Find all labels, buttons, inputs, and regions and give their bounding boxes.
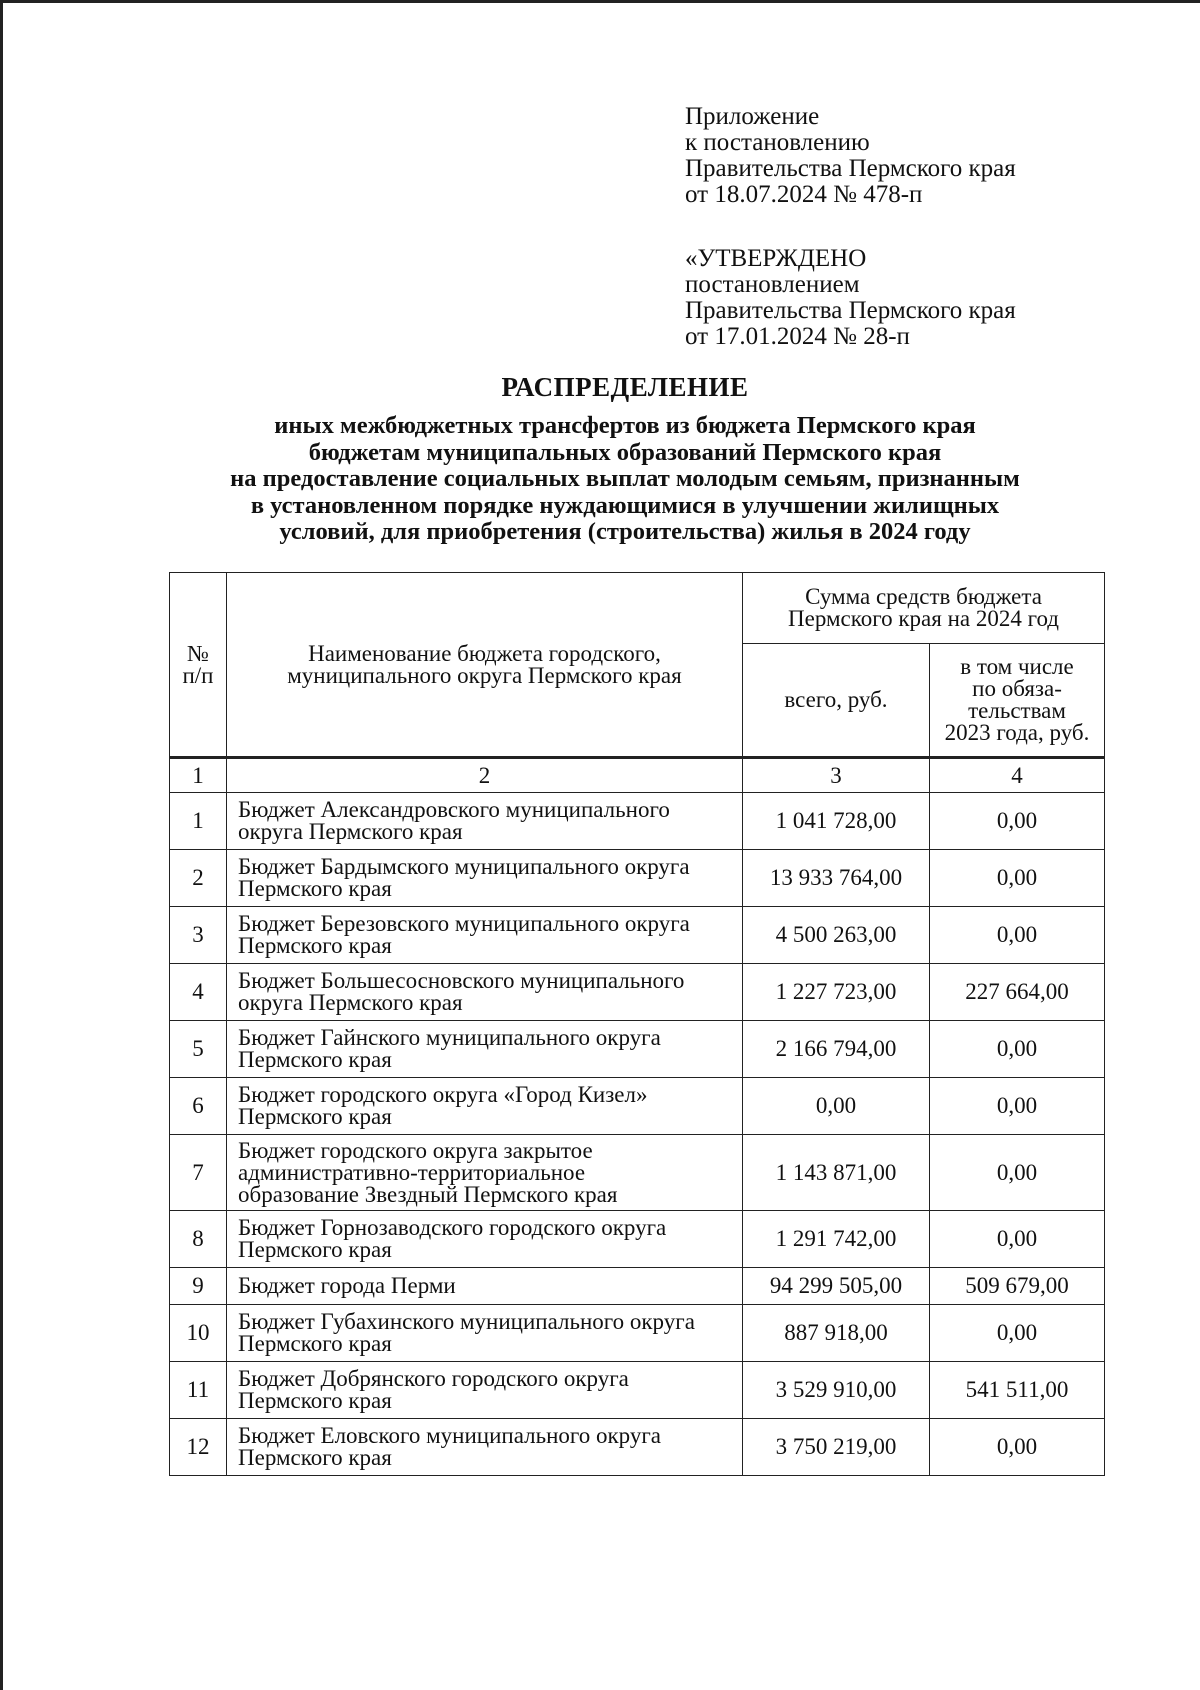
table-row [170, 1362, 1105, 1419]
header-num-line: № [187, 640, 209, 666]
header-name-line: Наименование бюджета городского, [308, 640, 661, 666]
budget-name-line: округа Пермского края [238, 819, 463, 844]
column-number: 1 [170, 758, 227, 793]
subtitle-line: иных межбюджетных трансфертов из бюджета Пермского края [274, 412, 976, 439]
budget-name-line: Бюджет Гайнского муниципального округа [238, 1025, 661, 1050]
row-number: 10 [170, 1305, 227, 1362]
prior-obligations-amount: 0,00 [930, 907, 1105, 964]
prior-obligations-amount: 509 679,00 [930, 1268, 1105, 1305]
prior-obligations-amount: 0,00 [930, 1419, 1105, 1476]
budget-name-line: Пермского края [238, 1445, 392, 1470]
budget-name-line: образование Звездный Пермского края [238, 1181, 618, 1207]
document-title: РАСПРЕДЕЛЕНИЕ [501, 372, 749, 402]
total-amount: 1 227 723,00 [743, 964, 930, 1021]
prior-obligations-amount: 0,00 [930, 793, 1105, 850]
total-amount: 94 299 505,00 [743, 1268, 930, 1305]
budget-name-line: Бюджет Березовского муниципального округа [238, 911, 690, 936]
budget-name-line: Бюджет Александровского муниципального [238, 797, 670, 822]
total-amount: 1 041 728,00 [743, 793, 930, 850]
header-prior-line: по обяза- [972, 676, 1062, 701]
row-number: 8 [170, 1211, 227, 1268]
table-row [170, 1078, 1105, 1135]
table-row [170, 1135, 1105, 1211]
budget-name-line: Пермского края [238, 1047, 392, 1072]
budget-name-line: Пермского края [238, 1237, 392, 1262]
table-row [170, 1211, 1105, 1268]
budget-name [227, 1211, 743, 1268]
prior-obligations-amount: 0,00 [930, 1305, 1105, 1362]
scan-edge-top [0, 0, 1200, 3]
header-prior-line: 2023 года, руб. [944, 720, 1090, 745]
table-row [170, 1268, 1105, 1305]
column-number: 3 [743, 758, 930, 793]
subtitle-line: условий, для приобретения (строительства) жилья в 2024 году [279, 518, 971, 545]
table-row [170, 1021, 1105, 1078]
table-row [170, 907, 1105, 964]
header-prior-line: тельствам [968, 698, 1066, 723]
distribution-table [169, 572, 1105, 1476]
document-subtitle [0, 413, 1200, 546]
total-amount: 4 500 263,00 [743, 907, 930, 964]
budget-name [227, 1135, 743, 1211]
prior-obligations-amount: 541 511,00 [930, 1362, 1105, 1419]
total-amount: 0,00 [743, 1078, 930, 1135]
prior-obligations-amount: 0,00 [930, 850, 1105, 907]
budget-name-line: Бюджет Губахинского муниципального округа [238, 1309, 695, 1334]
total-amount: 1 143 871,00 [743, 1135, 930, 1211]
budget-name-line: Бюджет городского округа закрытое [238, 1137, 593, 1163]
row-number: 7 [170, 1135, 227, 1211]
subtitle-line: в установленном порядке нуждающимися в улучшении жилищных [250, 491, 1000, 519]
total-amount: 887 918,00 [743, 1305, 930, 1362]
row-number: 3 [170, 907, 227, 964]
budget-name-line: Пермского края [238, 1104, 392, 1129]
budget-name-line: Бюджет Добрянского городского округа [238, 1366, 629, 1391]
budget-name-line: Бюджет города Перми [238, 1273, 456, 1298]
prior-obligations-amount: 227 664,00 [930, 964, 1105, 1021]
budget-name [227, 1078, 743, 1135]
prior-obligations-amount: 0,00 [930, 1021, 1105, 1078]
header-name-line: муниципального округа Пермского края [287, 662, 682, 688]
budget-name [227, 850, 743, 907]
budget-name [227, 1305, 743, 1362]
row-number: 4 [170, 964, 227, 1021]
table-row [170, 793, 1105, 850]
budget-name [227, 793, 743, 850]
budget-name-line: Бюджет Большесосновского муниципального [238, 968, 685, 993]
column-number: 4 [930, 758, 1105, 793]
total-amount: 2 166 794,00 [743, 1021, 930, 1078]
row-number: 6 [170, 1078, 227, 1135]
budget-name-line: Бюджет Бардымского муниципального округа [238, 854, 690, 879]
approval-line: от 17.01.2024 № 28-п [685, 323, 910, 350]
total-amount: 3 750 219,00 [743, 1419, 930, 1476]
budget-name [227, 907, 743, 964]
approval-header [685, 246, 1016, 350]
annex-line: от 18.07.2024 № 478-п [685, 181, 923, 208]
header-sum-line: Сумма средств бюджета [805, 584, 1042, 609]
budget-name-line: Бюджет Еловского муниципального округа [238, 1423, 662, 1448]
approval-line: «УТВЕРЖДЕНО [685, 245, 867, 272]
total-amount: 13 933 764,00 [743, 850, 930, 907]
table-row [170, 1419, 1105, 1476]
row-number: 1 [170, 793, 227, 850]
row-number: 9 [170, 1268, 227, 1305]
annex-header [685, 104, 1016, 208]
annex-line: к постановлению [685, 129, 870, 156]
budget-name [227, 1268, 743, 1305]
budget-name-line: Пермского края [238, 1388, 392, 1413]
row-number: 5 [170, 1021, 227, 1078]
subtitle-line: на предоставление социальных выплат молодым семьям, признанным [230, 465, 1020, 492]
annex-line: Правительства Пермского края [685, 155, 1016, 182]
header-sum-line: Пермского края на 2024 год [788, 606, 1059, 631]
row-number: 2 [170, 850, 227, 907]
header-name [227, 573, 743, 758]
budget-name-line: Бюджет Горнозаводского городского округа [238, 1215, 667, 1240]
subtitle-line: бюджетам муниципальных образований Пермского края [308, 438, 942, 466]
table-row [170, 964, 1105, 1021]
budget-name-line: округа Пермского края [238, 990, 463, 1015]
budget-name [227, 964, 743, 1021]
budget-name [227, 1362, 743, 1419]
header-prior [930, 644, 1105, 758]
header-total: всего, руб. [743, 644, 930, 758]
budget-name-line: Пермского края [238, 1331, 392, 1356]
annex-line: Приложение [685, 103, 820, 130]
budget-name-line: Пермского края [238, 876, 392, 901]
approval-line: постановлением [685, 271, 860, 298]
scan-edge-left [0, 0, 3, 1690]
prior-obligations-amount: 0,00 [930, 1135, 1105, 1211]
column-number: 2 [227, 758, 743, 793]
header-num-line: п/п [182, 662, 214, 688]
row-number: 12 [170, 1419, 227, 1476]
prior-obligations-amount: 0,00 [930, 1211, 1105, 1268]
budget-name-line: Бюджет городского округа «Город Кизел» [238, 1082, 648, 1107]
budget-name-line: Пермского края [238, 933, 392, 958]
row-number: 11 [170, 1362, 227, 1419]
budget-name [227, 1419, 743, 1476]
header-num [170, 573, 227, 758]
header-prior-line: в том числе [960, 654, 1074, 679]
table-row [170, 1305, 1105, 1362]
budget-name [227, 1021, 743, 1078]
budget-name-line: административно-территориальное [238, 1159, 586, 1185]
table-row [170, 850, 1105, 907]
prior-obligations-amount: 0,00 [930, 1078, 1105, 1135]
approval-line: Правительства Пермского края [685, 297, 1016, 324]
total-amount: 1 291 742,00 [743, 1211, 930, 1268]
column-number-row [170, 758, 1105, 793]
header-sum [743, 573, 1105, 644]
total-amount: 3 529 910,00 [743, 1362, 930, 1419]
